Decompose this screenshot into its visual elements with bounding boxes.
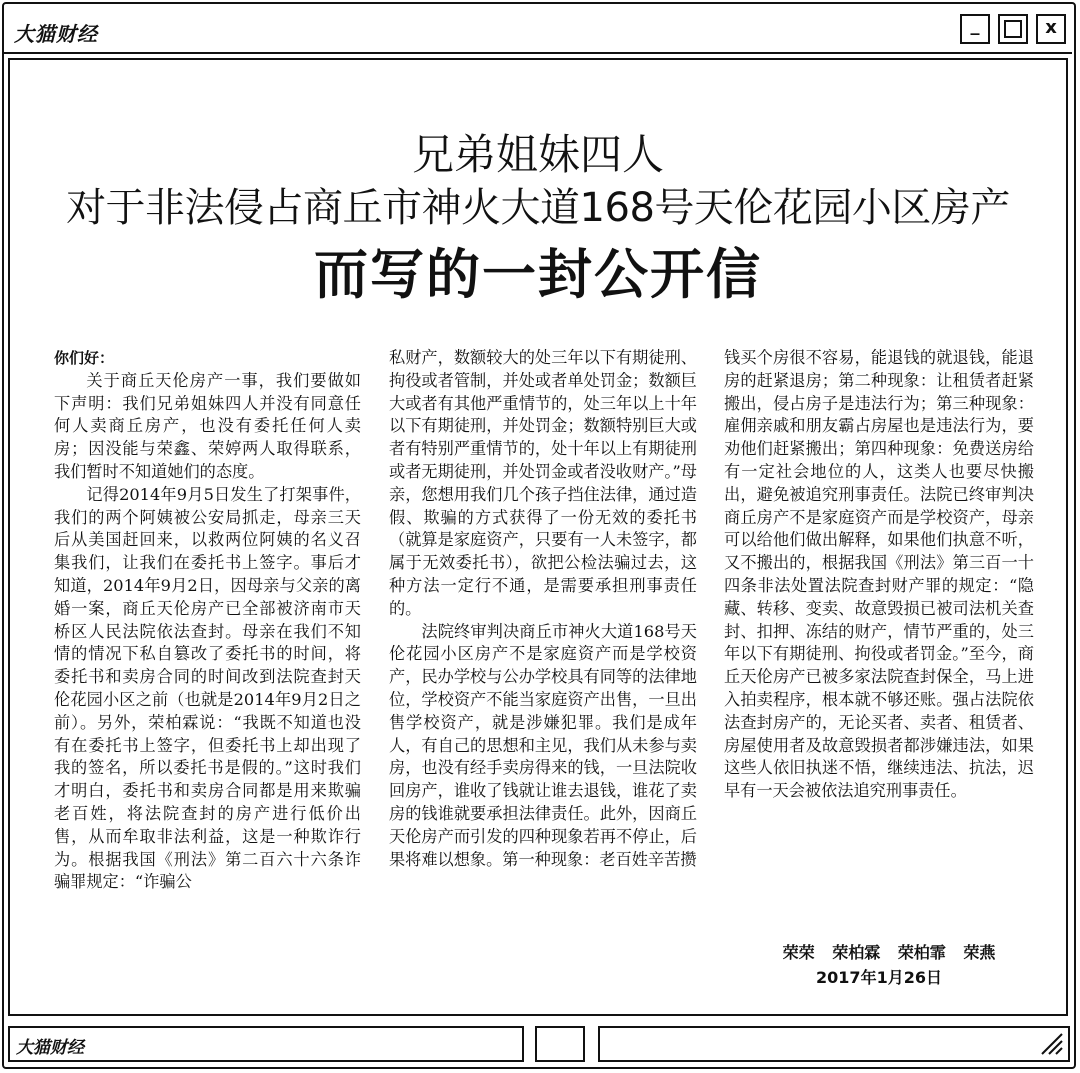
- footer-brand: 大猫财经: [16, 1038, 84, 1058]
- headline-line-2: 对于非法侵占商丘市神火大道168号天伦花园小区房产: [66, 185, 1010, 231]
- title-divider: [2, 52, 1072, 54]
- maximize-button[interactable]: [998, 14, 1028, 44]
- paragraph: 法院终审判决商丘市神火大道168号天伦花园小区房产不是家庭资产而是学校资产，民办学校与公办学校具有同等的法律地位，学校资产不能当家庭资产出售，一旦出售学校资产，就是涉嫌犯罪。我们是成年人，有自己的思想和主见，我们从未参与卖房，也没有经手卖房得来的钱，一旦法院收回房产，谁收了钱就让谁去退钱，谁花了卖房的钱谁就要承担法律责任。此外，因商丘天伦房产而引发的四种现象若再不停止，后果将难以想象。第一种现象：老百姓辛苦攒: [389, 621, 697, 869]
- title-bar: [2, 12, 1072, 50]
- paragraph: 关于商丘天伦房产一事，我们要做如下声明：我们兄弟姐妹四人并没有同意任何人卖商丘房产，也没有委托任何人卖房；因没能与荣鑫、荣婷两人取得联系，我们暂时不知道她们的态度。: [54, 370, 361, 481]
- letter-column-1: [54, 347, 361, 894]
- window-brand-title: 大猫财经: [14, 22, 98, 46]
- headline-line-3: 而写的一封公开信: [314, 243, 762, 306]
- paragraph: 私财产，数额较大的处三年以下有期徒刑、拘役或者管制，并处或者单处罚金；数额巨大或者有其他严重情节的，处三年以上十年以下有期徒刑，并处罚金；数额特别巨大或者有特别严重情节的，处十年以上有期徒刑或者无期徒刑，并处罚金或者没收财产。”母亲，您想用我们几个孩子挡住法律，通过造假、欺骗的方式获得了一份无效的委托书（就算是家庭资产，只要有一人未签字，都属于无效委托书），欲把公检法骗过去，这种方法一定行不通，是需要承担刑事责任的。: [389, 348, 697, 618]
- paragraph: 钱买个房很不容易，能退钱的就退钱，能退房的赶紧退房；第二种现象：让租赁者赶紧搬出，侵占房子是违法行为；第三种现象：雇佣亲戚和朋友霸占房屋也是违法行为，要劝他们赶紧搬出；第四种现象：免费送房给有一定社会地位的人，这类人也要尽快搬出，避免被追究刑事责任。法院已终审判决商丘房产不是家庭资产而是学校资产，母亲可以给他们做出解释，如果他们执意不听，又不搬出的，根据我国《刑法》第三百一十四条非法处置法院查封财产罪的规定：“隐藏、转移、变卖、故意毁损已被司法机关查封、扣押、冻结的财产，情节严重的，处三年以下有期徒刑、拘役或者罚金。”至今，商丘天伦房产已被多家法院查封保全，马上进入拍卖程序，根本就不够还账。强占法院依法查封房产的，无论买者、卖者、租赁者、房屋使用者及故意毁损者都涉嫌违法，如果这些人依旧执迷不悟，继续违法、抗法，迟早有一天会被依法追究刑事责任。: [724, 348, 1034, 801]
- close-button[interactable]: [1036, 14, 1066, 44]
- footer-small-box: [535, 1026, 585, 1062]
- letter-column-3: [724, 347, 1034, 803]
- footer-brand-box: [8, 1026, 524, 1062]
- letter-date: 2017年1月26日: [816, 968, 942, 987]
- document-panel: [8, 58, 1068, 1016]
- minimize-icon: _: [970, 14, 980, 36]
- resize-grip-icon[interactable]: [1038, 1030, 1064, 1056]
- paragraph: 记得2014年9月5日发生了打架事件，我们的两个阿姨被公安局抓走，母亲三天后从美国赶回来，以救两位阿姨的名义召集我们，让我们在委托书上签字。事后才知道，2014年9月2日，因母亲与父亲的离婚一案，商丘天伦房产已全部被济南市天桥区人民法院依法查封。母亲在我们不知情的情况下私自篡改了委托书的时间，将委托书和卖房合同的时间改到法院查封天伦花园小区之前（也就是2014年9月2日之前）。另外，荣柏霖说：“我既不知道也没有在委托书上签字，但委托书上却出现了我的签名，所以委托书是假的。”这时我们才明白，委托书和卖房合同都是用来欺骗老百姓，将法院查封的房产进行低价出售，从而牟取非法利益，这是一种欺诈行为。根据我国《刑法》第二百六十六条诈骗罪规定：“诈骗公: [54, 484, 361, 892]
- footer-status-box: [598, 1026, 1070, 1062]
- close-icon: x: [1045, 17, 1057, 38]
- letter-greeting: 你们好：: [54, 349, 115, 367]
- signers: 荣荣 荣柏霖 荣柏霏 荣燕: [782, 943, 996, 962]
- letter-column-2: [389, 347, 697, 871]
- maximize-icon: [1004, 20, 1022, 38]
- headline-line-1: 兄弟姐妹四人: [411, 130, 664, 179]
- minimize-button[interactable]: [960, 14, 990, 44]
